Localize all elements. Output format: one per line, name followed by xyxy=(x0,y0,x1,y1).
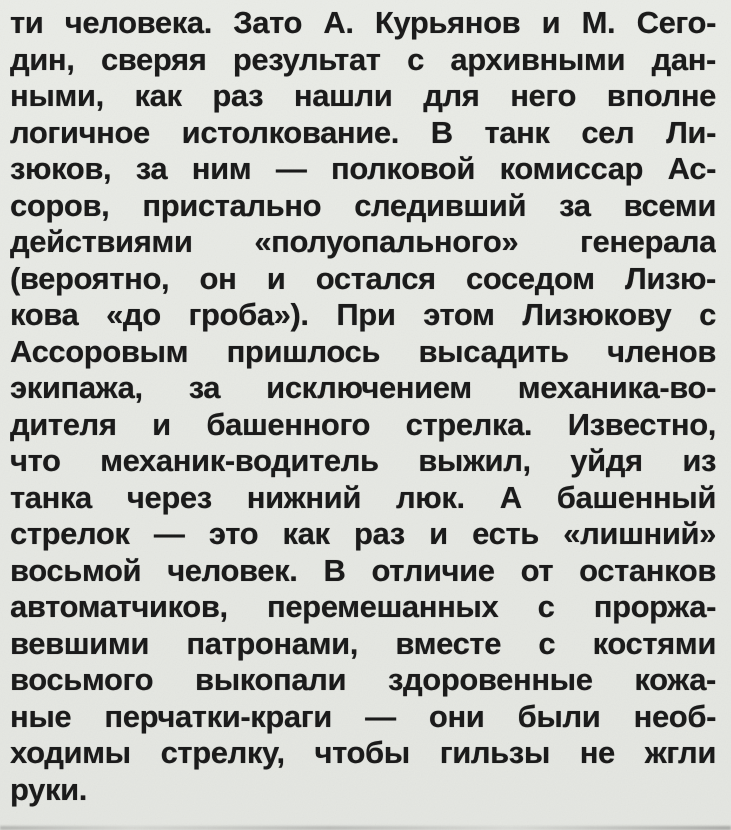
text-line: экипажа, за исключением механика-во- xyxy=(10,370,716,405)
text-line: танка через нижний люк. А башенный xyxy=(10,479,716,515)
text-line: кова «до гроба»). При этом Лизюкову с xyxy=(10,297,716,332)
text-line: дин, сверяя результат с архивными дан- xyxy=(10,41,716,77)
text-line: ные перчатки-краги — они были необ- xyxy=(10,698,716,734)
text-line: руки. xyxy=(10,771,87,807)
text-line: Ассоровым пришлось высадить членов xyxy=(10,333,716,369)
text-line: стрелок — это как раз и есть «лишний» xyxy=(10,516,716,551)
text-line: вевшими патронами, вместе с костями xyxy=(10,625,716,661)
text-line: зюков, за ним — полковой комиссар Ас- xyxy=(10,151,716,186)
text-line: ходимы стрелку, чтобы гильзы не жгли xyxy=(10,735,716,770)
text-line: логичное истолкование. В танк сел Ли- xyxy=(10,114,716,150)
text-line: дителя и башенного стрелка. Известно, xyxy=(10,406,716,442)
text-line: (вероятно, он и остался соседом Лизю- xyxy=(10,260,716,296)
text-line: восьмого выкопали здоровенные кожа- xyxy=(10,662,716,697)
text-line: действиями «полуопального» генерала xyxy=(10,224,716,259)
text-line: соров, пристально следивший за всеми xyxy=(10,187,716,223)
text-line: автоматчиков, перемешанных с проржа- xyxy=(10,589,716,624)
scan-edge-artifact xyxy=(0,826,731,830)
text-line: что механик-водитель выжил, уйдя из xyxy=(10,443,716,478)
text-line: ти человека. Зато А. Курьянов и М. Сего- xyxy=(10,5,716,40)
text-line: ными, как раз нашли для него вполне xyxy=(10,78,716,113)
text-line: восьмой человек. В отличие от останков xyxy=(10,552,716,588)
